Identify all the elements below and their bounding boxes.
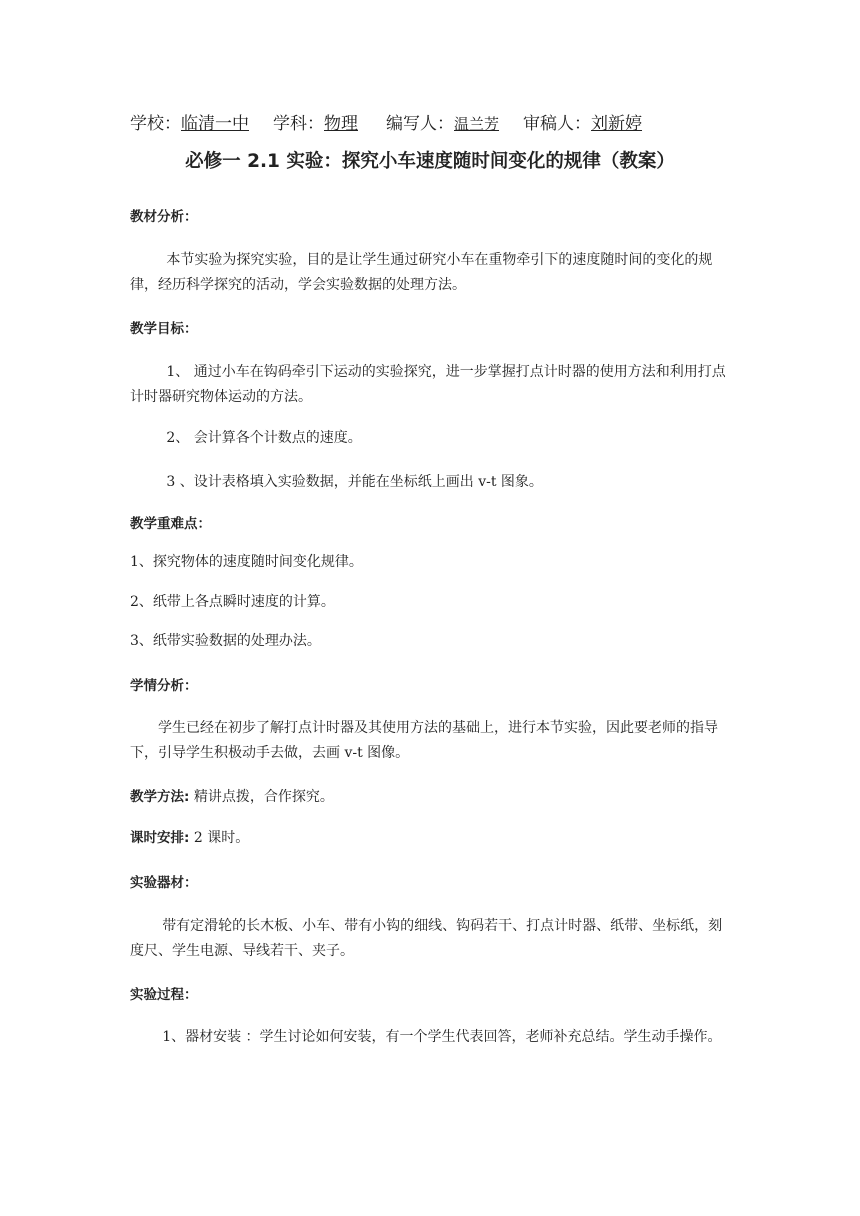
key-point-2: 2、纸带上各点瞬时速度的计算。 (130, 594, 335, 610)
subject-name: 物理 (324, 114, 358, 134)
heading-process: 实验过程： (130, 987, 198, 1003)
paragraph-learner-analysis: 学生已经在初步了解打点计时器及其使用方法的基础上，进行本节实验，因此要老师的指导下，引导学生积极动手去做，去画 v-t 图像。 (130, 720, 718, 761)
schedule-line (130, 826, 730, 851)
method-text: 精讲点拨，合作探究。 (193, 789, 334, 805)
paragraph-materials-analysis: 本节实验为探究实验，目的是让学生通过研究小车在重物牵引下的速度随时间的变化的规律，经历科学探究的活动，学会实验数据的处理方法。 (130, 252, 713, 293)
author-name: 温兰芳 (454, 115, 500, 133)
key-point-1: 1、探究物体的速度随时间变化规律。 (130, 554, 363, 570)
school-name: 临清一中 (181, 114, 249, 134)
author-label: 编写人： (386, 114, 454, 134)
paragraph-equipment: 带有定滑轮的长木板、小车、带有小钩的细线、钩码若干、打点计时器、纸带、坐标纸，刻度尺、学生电源、导线若干、夹子。 (130, 918, 723, 959)
method-line (130, 785, 730, 810)
heading-schedule: 课时安排: (130, 830, 190, 846)
heading-materials-analysis: 教材分析： (130, 209, 198, 225)
reviewer-label: 审稿人： (523, 114, 592, 134)
heading-equipment: 实验器材： (130, 875, 198, 891)
heading-goals: 教学目标： (130, 321, 198, 337)
goal-item-1: 1、 通过小车在钩码牵引下运动的实验探究，进一步掌握打点计时器的使用方法和利用打点计时器研究物体运动的方法。 (130, 364, 726, 405)
heading-method: 教学方法: (130, 789, 190, 805)
key-point-3: 3、纸带实验数据的处理办法。 (130, 633, 321, 649)
heading-key-points: 教学重难点： (130, 516, 211, 532)
document-header (130, 109, 642, 134)
process-item-1: 1、器材安装 ：学生讨论如何安装，有一个学生代表回答，老师补充总结。学生动手操作。 (162, 1029, 722, 1045)
heading-learner-analysis: 学情分析： (130, 678, 198, 694)
document-title: 必修一 2.1 实验：探究小车速度随时间变化的规律（教案） (185, 151, 675, 172)
subject-label: 学科： (273, 114, 324, 134)
school-label: 学校： (130, 114, 181, 134)
schedule-text: 2 课时。 (193, 830, 250, 846)
reviewer-name: 刘新婷 (591, 114, 643, 134)
goal-item-2: 2、 会计算各个计数点的速度。 (166, 430, 362, 446)
goal-item-3: 3 、设计表格填入实验数据，并能在坐标纸上画出 v-t 图象。 (166, 474, 543, 490)
